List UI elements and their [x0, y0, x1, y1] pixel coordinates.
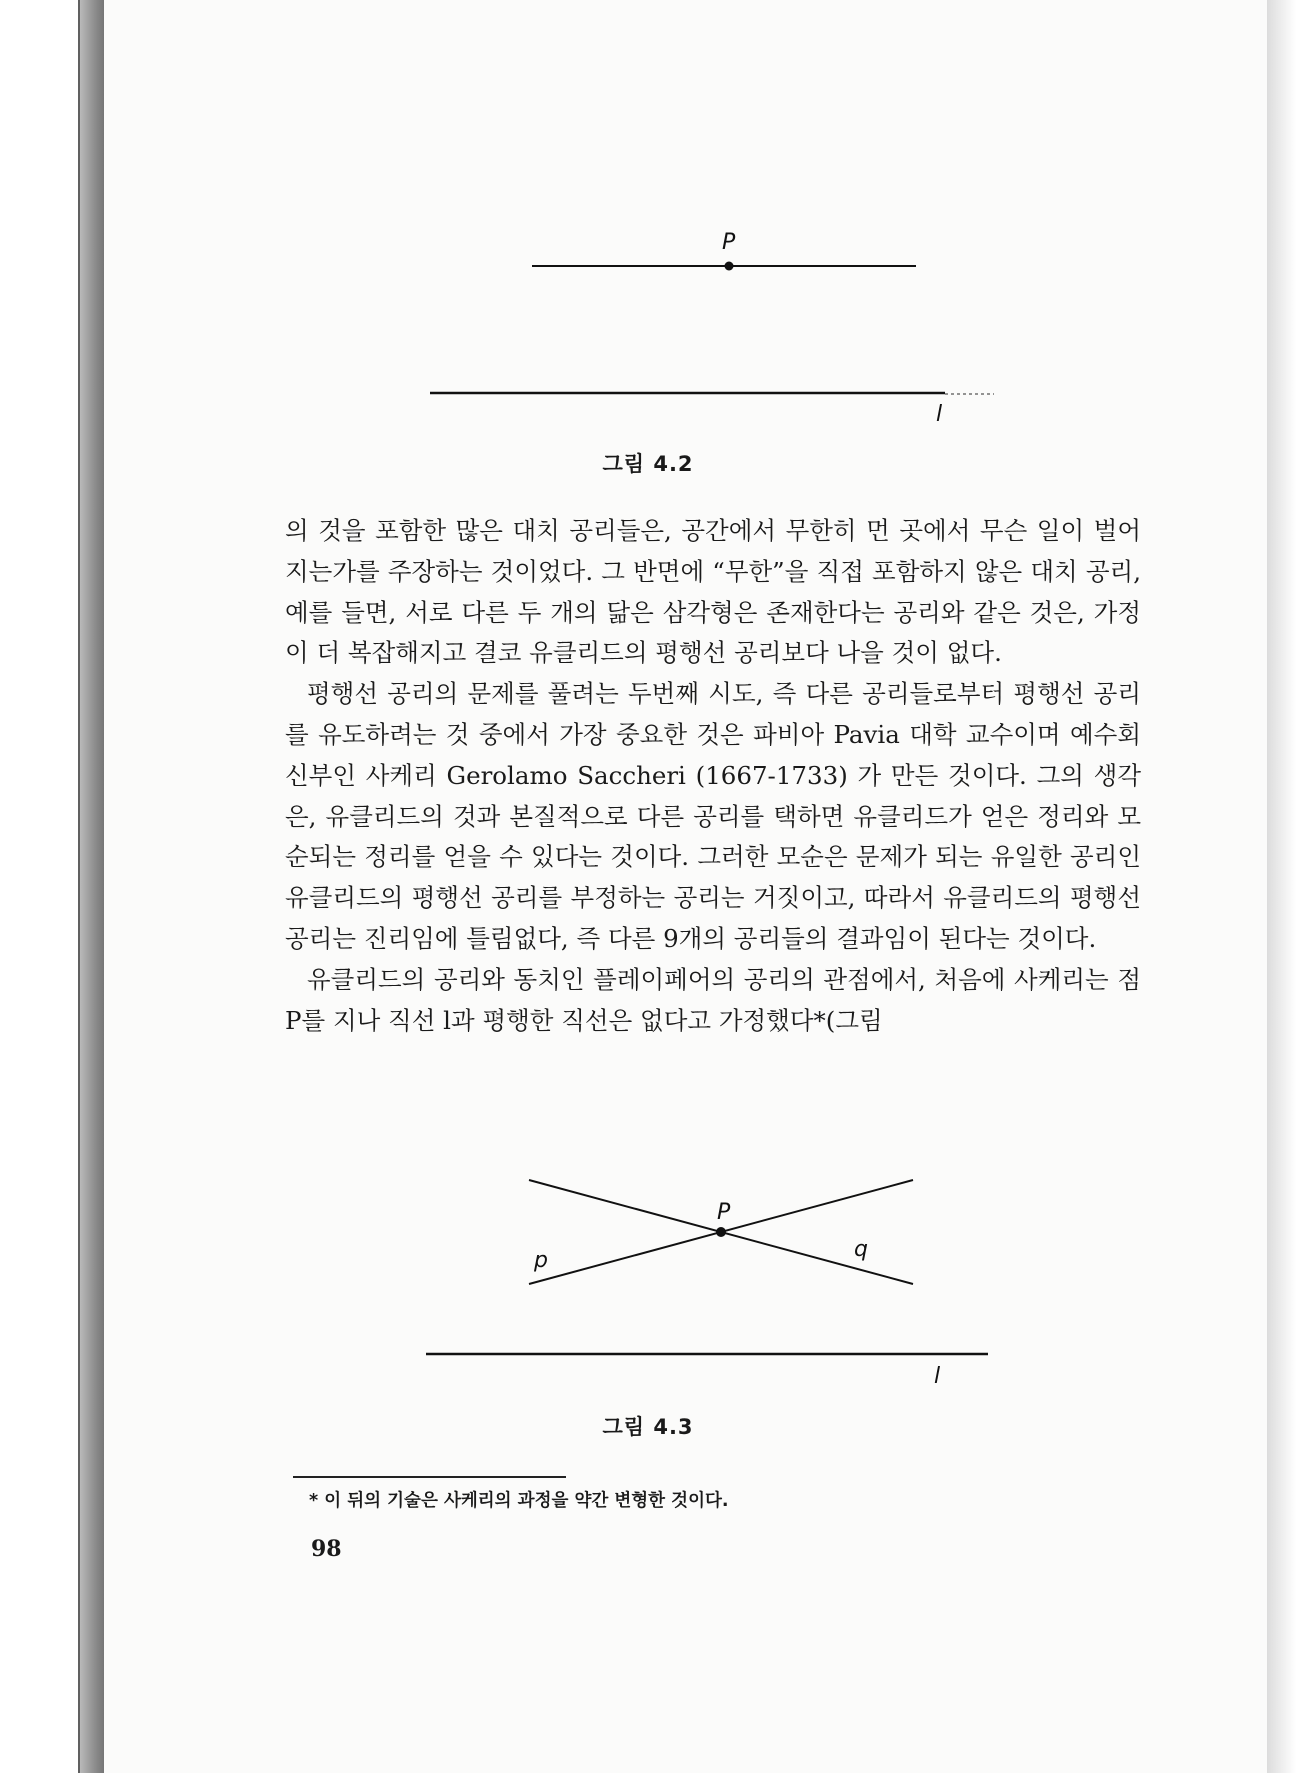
point-p-label: P	[717, 1200, 731, 1225]
footnote: * 이 뒤의 기술은 사케리의 과정을 약간 변형한 것이다.	[309, 1491, 729, 1511]
figure-4-3-caption: 그림 4.3	[602, 1415, 694, 1439]
paragraph-2: 평행선 공리의 문제를 풀려는 두번째 시도, 즉 다른 공리들로부터 평행선 공리를 유도하려는 것 중에서 가장 중요한 것은 파비아 Pavia 대학 교수이며 예수회 신부인 사케리 Gerolamo Saccheri (1667-1733) 가 만든 것이다. 그의 생각은, 유클리드의 것과 본질적으로 다른 공리를 택하면 유클리드가 얻은 정리와 모순되는 정리를 얻을 수 있다는 것이다. 그러한 모순은 문제가 되는 유일한 공리인 유클리드의 평행선 공리를 부정하는 공리는 거짓이고, 따라서 유클리드의 평행선 공리는 진리임에 틀림없다, 즉 다른 9개의 공리들의 결과임이 된다는 것이다.	[285, 679, 1141, 953]
point-p-label: P	[722, 230, 736, 255]
page-number: 98	[311, 1536, 342, 1562]
line-l-label: l	[934, 1364, 941, 1389]
line-l-label: l	[936, 402, 943, 427]
point-p	[716, 1227, 726, 1237]
line-p-label: p	[534, 1248, 548, 1273]
paragraph-3: 유클리드의 공리와 동치인 플레이페어의 공리의 관점에서, 처음에 사케리는 점 P를 지나 직선 l과 평행한 직선은 없다고 가정했다*(그림	[285, 964, 1141, 1035]
figure-4-2-caption: 그림 4.2	[602, 452, 694, 476]
line-q-label: q	[854, 1237, 868, 1262]
paragraph-1: 의 것을 포함한 많은 대치 공리들은, 공간에서 무한히 먼 곳에서 무슨 일이 벌어지는가를 주장하는 것이었다. 그 반면에 “무한”을 직접 포함하지 않은 대치 공리, 예를 들면, 서로 다른 두 개의 닮은 삼각형은 존재한다는 공리와 같은 것은, 가정이 더 복잡해지고 결코 유클리드의 평행선 공리보다 나을 것이 없다.	[285, 516, 1141, 668]
footnote-rule	[293, 1476, 566, 1478]
